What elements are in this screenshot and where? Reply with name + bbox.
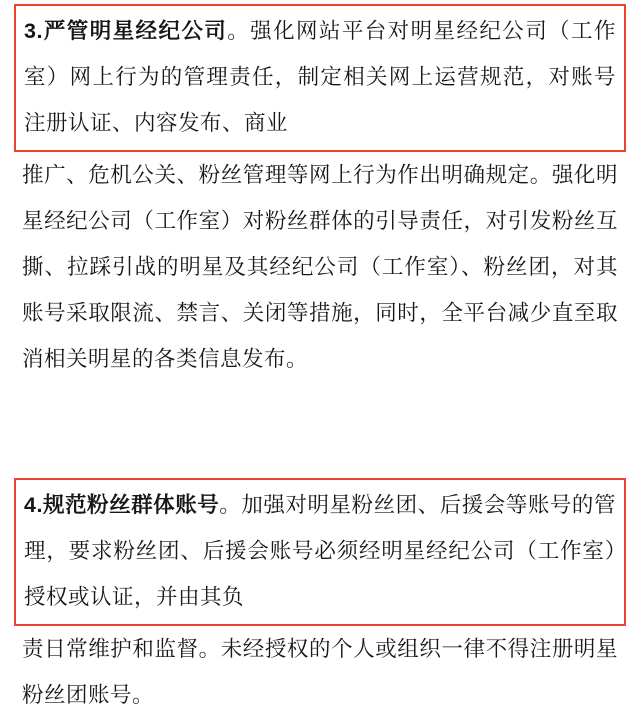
highlighted-block-section-3 [14,4,626,152]
section-4-heading: 规范粉丝群体账号 [42,493,220,517]
section-4-highlighted-text: 。加强对明星粉丝团、后援会等账号的管理，要求粉丝团、后援会账号必须经明星经纪公司（工作室）授权或认证，并由其负 [24,493,616,609]
section-3-highlighted-text: 。强化网站平台对明星经纪公司（工作室）网上行为的管理责任，制定相关网上运营规范，对账号注册认证、内容发布、商业 [24,19,616,135]
section-3-heading: 严管明星经纪公司 [42,19,228,43]
section-3-number: 3. [24,19,43,43]
highlighted-block-section-4 [14,478,626,626]
section-4-continuation: 责日常维护和监督。未经授权的个人或组织一律不得注册明星粉丝团账号。 [22,637,618,707]
section-3-continuation: 推广、危机公关、粉丝管理等网上行为作出明确规定。强化明星经纪公司（工作室）对粉丝群体的引导责任，对引发粉丝互撕、拉踩引战的明星及其经纪公司（工作室）、粉丝团，对其账号采取限流、禁言、关闭等措施，同时，全平台减少直至取消相关明星的各类信息发布。 [22,163,618,371]
section-4-number: 4. [24,493,43,517]
